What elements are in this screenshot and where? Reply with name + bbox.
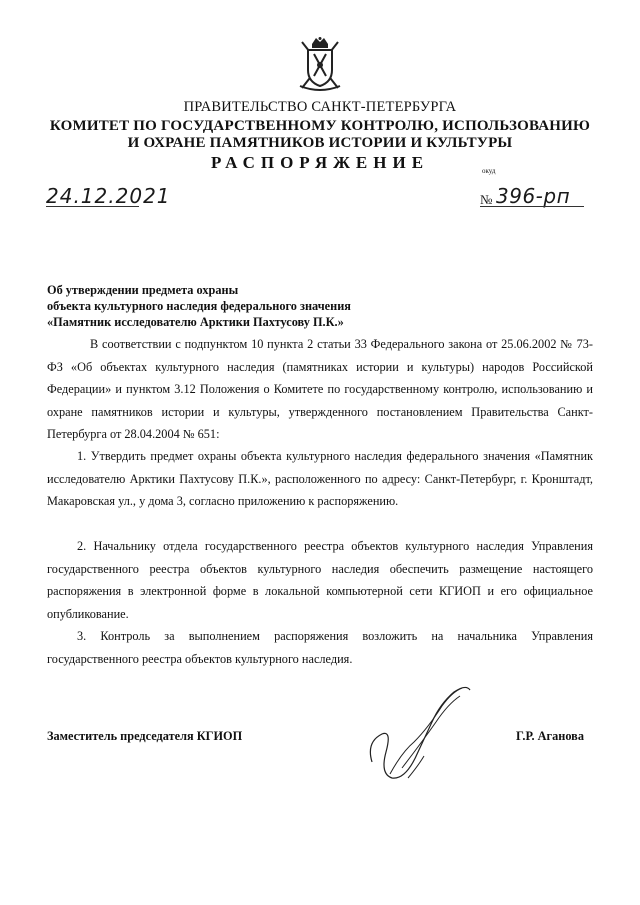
handwritten-signature <box>362 682 482 792</box>
government-title: ПРАВИТЕЛЬСТВО САНКТ-ПЕТЕРБУРГА <box>183 99 457 115</box>
document-date: 24.12.2021 <box>46 184 171 208</box>
okud-label: окуд <box>482 167 496 175</box>
number-underline <box>480 206 584 207</box>
committee-title-line1: КОМИТЕТ ПО ГОСУДАРСТВЕННОМУ КОНТРОЛЮ, ИСПОЛЬЗОВАНИЮ <box>49 118 591 134</box>
document-type: РАСПОРЯЖЕНИЕ <box>210 153 430 172</box>
preamble-paragraph: В соответствии с подпунктом 10 пункта 2 статьи 33 Федерального закона от 25.06.2002 № 73-ФЗ «Об объектах культурного наследия (памятниках истории и культуры) народов Российской Федерации» и пунктом 3.12 Положения о Комитете по государственному контролю, использованию и охране памятников истории и культуры, утвержденного постановлением Правительства Санкт-Петербурга от 28.04.2004 № 651: <box>47 337 593 441</box>
coat-of-arms-icon <box>292 36 348 94</box>
signatory-position: Заместитель председателя КГИОП <box>47 729 243 743</box>
signatory-name: Г.Р. Аганова <box>516 729 584 743</box>
document-number: 396-рп <box>496 184 571 208</box>
date-underline <box>46 206 139 207</box>
committee-title-line2: И ОХРАНЕ ПАМЯТНИКОВ ИСТОРИИ И КУЛЬТУРЫ <box>127 135 513 151</box>
subject-line-3: «Памятник исследователю Арктики Пахтусову П.К.» <box>47 315 344 329</box>
paragraph-2: 2. Начальнику отдела государственного реестра объектов культурного наследия Управления государственного реестра объектов культурного наследия обеспечить размещение настоящего распоряжения в электронной форме в локальной компьютерной сети КГИОП и его официальное опубликование. <box>47 539 593 621</box>
paragraph-1: 1. Утвердить предмет охраны объекта культурного наследия федерального значения «Памятник исследователю Арктики Пахтусову П.К.», расположенного по адресу: Санкт-Петербург, г. Кронштадт, Макаровская ул., у дома 3, согласно приложению к распоряжению. <box>47 449 593 508</box>
paragraph-3: 3. Контроль за выполнением распоряжения возложить на начальника Управления государственного реестра объектов культурного наследия. <box>47 629 593 666</box>
subject-line-1: Об утверждении предмета охраны <box>47 283 239 297</box>
subject-line-2: объекта культурного наследия федерального значения <box>47 299 351 313</box>
document-subject <box>47 282 351 330</box>
number-prefix: № <box>480 192 493 207</box>
